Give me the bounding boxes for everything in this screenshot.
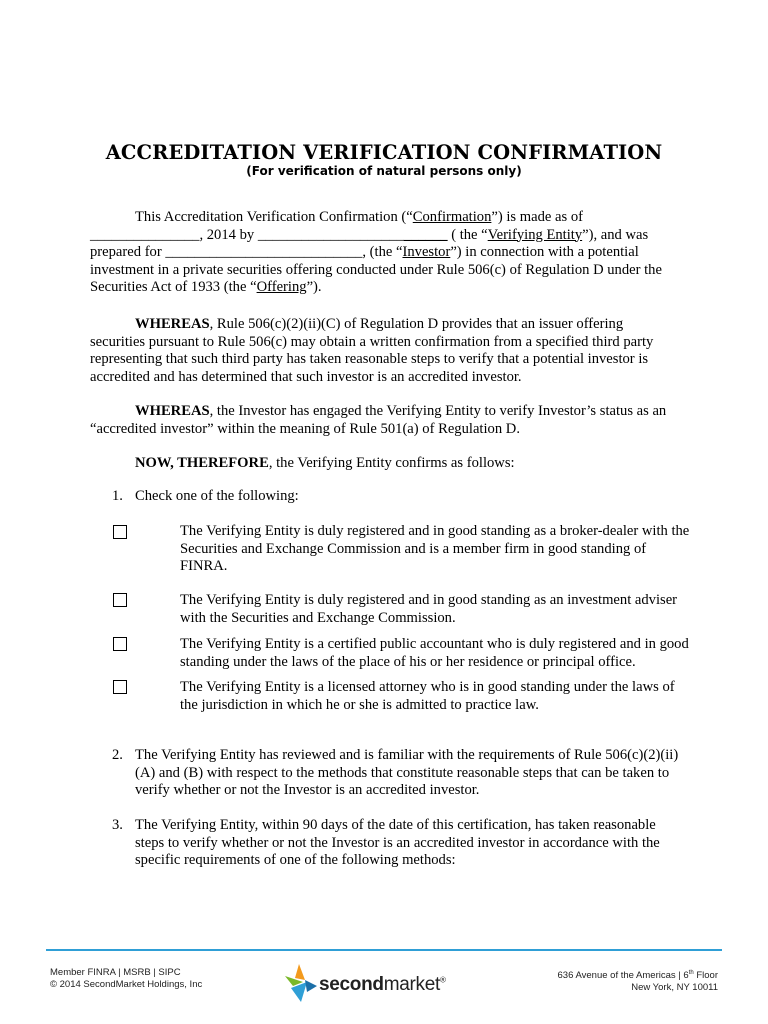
defined-term-investor: Investor [402,244,451,260]
whereas-lead: WHEREAS [135,403,210,419]
option-attorney: The Verifying Entity is a licensed attorney who is in good standing under the laws of the jurisdiction in which he or she is admitted to practice law. [180,679,675,713]
intro-text: ”). [306,279,322,295]
logo-word-market: market [383,974,440,995]
checkbox-attorney[interactable] [113,680,127,694]
item-text: The Verifying Entity has reviewed and is familiar with the requirements of Rule 506(c)(2)(ii)(A) and (B) with respect to the methods that constitute reasonable steps that can be taken to verify whether or not the Investor is an accredited investor. [135,747,679,798]
defined-term-confirmation: Confirmation [412,209,492,225]
defined-term-verifying-entity: Verifying Entity [487,226,583,243]
item-text: Check one of the following: [135,488,299,504]
intro-text: ”), and was [582,226,649,243]
defined-term-offering: Offering [256,279,307,295]
item-text: The Verifying Entity, within 90 days of the date of this certification, has taken reasonable steps to verify whether or not the Investor is an accredited investor in accordance with the specific requirements of one of the following methods: [135,817,660,868]
intro-paragraph [90,209,680,297]
item-number: 2. [112,747,123,763]
date-and-entity-blank: _______________, 2014 by ____________________ [90,226,404,243]
whereas-lead: WHEREAS [135,316,210,332]
document-subtitle: (For verification of natural persons only) [246,164,522,178]
member-line: Member FINRA | MSRB | SIPC [50,967,181,978]
footer-right [558,967,718,994]
intro-text: ”) is made as of [491,209,583,225]
whereas-text: , Rule 506(c)(2)(ii)(C) of Regulation D provides that an issuer offering securities pursuant to Rule 506(c) may obtain a written confirmation from a specified third party representing that such third party has taken reasonable steps to verify that a potential investor is accredited and has determined that such investor is an accredited investor. [90,316,654,385]
registered-mark: ® [440,975,446,985]
checkbox-investment-adviser[interactable] [113,593,127,607]
investor-blank: prepared for ___________________________, (the “ [90,244,403,260]
intro-text: ”) in connection with a potential [450,244,639,260]
footer-divider [46,949,722,951]
address-line-1 [558,967,718,982]
copyright-line: © 2014 SecondMarket Holdings, Inc [50,979,203,990]
footer-left [50,967,202,991]
option-cpa: The Verifying Entity is a certified public accountant who is duly registered and in good standing under the laws of the place of his or her residence or principal office. [180,636,689,670]
checkbox-broker-dealer[interactable] [113,525,127,539]
whereas-text: , the Investor has engaged the Verifying Entity to verify Investor’s status as an “accredited investor” within the meaning of Rule 501(a) of Regulation D. [90,403,667,437]
option-investment-adviser: The Verifying Entity is duly registered and in good standing as an investment adviser with the Securities and Exchange Commission. [180,592,678,626]
checkbox-cpa[interactable] [113,637,127,651]
blank-underline: ______ [403,226,448,243]
intro-text: Securities Act of 1933 (the “ [90,279,257,295]
now-therefore-paragraph [90,455,680,473]
ordinal-suffix: th [688,970,694,976]
intro-text: ( the “ [447,226,488,243]
intro-text: investment in a private securities offering conducted under Rule 506(c) of Regulation D under the [90,261,662,278]
whereas-paragraph-1 [90,316,680,386]
item-number: 3. [112,817,123,833]
now-therefore-lead: NOW, THEREFORE [135,455,269,471]
address-street: 636 Avenue of the Americas | 6 [557,970,689,982]
address-line-2: New York, NY 10011 [631,982,718,994]
logo-word-second: second [319,974,384,995]
secondmarket-logo [283,960,463,1005]
option-broker-dealer: The Verifying Entity is duly registered and in good standing as a broker-dealer with the Securities and Exchange Commission and is a member firm in good standing of FINRA. [180,523,690,574]
address-floor: Floor [693,970,718,982]
whereas-paragraph-2 [90,403,680,438]
logo-mark-icon [283,962,319,1004]
now-therefore-text: , the Verifying Entity confirms as follows: [268,455,515,471]
item-number: 1. [112,488,123,504]
document-title: ACCREDITATION VERIFICATION CONFIRMATION [105,141,663,164]
intro-text: This Accreditation Verification Confirmation (“ [135,209,413,225]
logo-wordmark [319,974,446,996]
